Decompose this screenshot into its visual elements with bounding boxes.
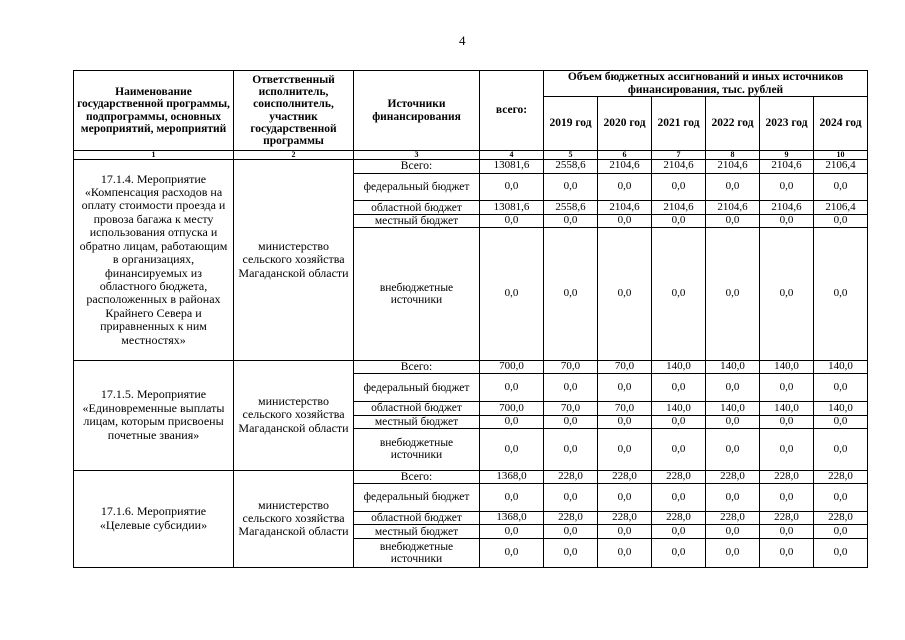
value-cell: 228,0 bbox=[760, 511, 814, 525]
value-cell: 140,0 bbox=[814, 402, 868, 416]
activity-name: 17.1.6. Мероприятие «Целевые субсидии» bbox=[74, 470, 234, 567]
value-cell: 228,0 bbox=[706, 470, 760, 484]
value-cell: 13081,6 bbox=[480, 160, 544, 174]
value-cell: 0,0 bbox=[814, 525, 868, 539]
activity-name: 17.1.4. Мероприятие «Компенсация расходов на оплату стоимости проезда и провоза багажа к месту использования отпуска и обратно лицам, работающим в организациях, финансируемых из областного бюджета, расположенных в районах Крайнего Севера и приравненных к ним местностях» bbox=[74, 160, 234, 361]
value-cell: 0,0 bbox=[480, 415, 544, 429]
value-cell: 228,0 bbox=[814, 470, 868, 484]
value-cell: 0,0 bbox=[814, 228, 868, 360]
value-cell: 228,0 bbox=[814, 511, 868, 525]
value-cell: 0,0 bbox=[706, 538, 760, 567]
value-cell: 0,0 bbox=[760, 214, 814, 228]
column-number: 8 bbox=[706, 151, 760, 160]
column-number: 3 bbox=[354, 151, 480, 160]
value-cell: 70,0 bbox=[544, 360, 598, 374]
value-cell: 2104,6 bbox=[706, 160, 760, 174]
value-cell: 140,0 bbox=[706, 360, 760, 374]
value-cell: 0,0 bbox=[544, 538, 598, 567]
value-cell: 2104,6 bbox=[652, 160, 706, 174]
value-cell: 0,0 bbox=[706, 429, 760, 470]
value-cell: 700,0 bbox=[480, 402, 544, 416]
header-year: 2022 год bbox=[706, 97, 760, 151]
table-row bbox=[74, 160, 868, 174]
value-cell: 2558,6 bbox=[544, 160, 598, 174]
value-cell: 140,0 bbox=[814, 360, 868, 374]
value-cell: 0,0 bbox=[652, 228, 706, 360]
source-label: внебюджетные источники bbox=[354, 228, 480, 360]
value-cell: 0,0 bbox=[544, 484, 598, 512]
source-label: Всего: bbox=[354, 470, 480, 484]
value-cell: 0,0 bbox=[706, 214, 760, 228]
source-label: областной бюджет bbox=[354, 511, 480, 525]
value-cell: 0,0 bbox=[814, 538, 868, 567]
value-cell: 228,0 bbox=[652, 511, 706, 525]
activity-name: 17.1.5. Мероприятие «Единовременные выплаты лицам, которым присвоены почетные звания» bbox=[74, 360, 234, 470]
value-cell: 0,0 bbox=[652, 173, 706, 201]
value-cell: 0,0 bbox=[598, 415, 652, 429]
value-cell: 0,0 bbox=[760, 374, 814, 402]
executor-name: министерство сельского хозяйства Магаданской области bbox=[234, 470, 354, 567]
value-cell: 228,0 bbox=[706, 511, 760, 525]
value-cell: 0,0 bbox=[544, 173, 598, 201]
executor-name: министерство сельского хозяйства Магаданской области bbox=[234, 160, 354, 361]
header-total: всего: bbox=[480, 71, 544, 151]
value-cell: 0,0 bbox=[814, 214, 868, 228]
value-cell: 0,0 bbox=[760, 538, 814, 567]
column-numbers-row bbox=[74, 151, 868, 160]
value-cell: 70,0 bbox=[598, 360, 652, 374]
header-year: 2019 год bbox=[544, 97, 598, 151]
header-volume: Объем бюджетных ассигнований и иных источников финансирования, тыс. рублей bbox=[544, 71, 868, 97]
value-cell: 0,0 bbox=[544, 214, 598, 228]
source-label: федеральный бюджет bbox=[354, 374, 480, 402]
value-cell: 0,0 bbox=[598, 173, 652, 201]
value-cell: 13081,6 bbox=[480, 201, 544, 215]
value-cell: 228,0 bbox=[760, 470, 814, 484]
column-number: 1 bbox=[74, 151, 234, 160]
value-cell: 0,0 bbox=[814, 415, 868, 429]
source-label: федеральный бюджет bbox=[354, 173, 480, 201]
value-cell: 0,0 bbox=[480, 525, 544, 539]
value-cell: 0,0 bbox=[480, 228, 544, 360]
column-number: 7 bbox=[652, 151, 706, 160]
value-cell: 0,0 bbox=[598, 538, 652, 567]
column-number: 4 bbox=[480, 151, 544, 160]
value-cell: 0,0 bbox=[760, 173, 814, 201]
value-cell: 0,0 bbox=[544, 374, 598, 402]
value-cell: 0,0 bbox=[598, 214, 652, 228]
value-cell: 0,0 bbox=[598, 374, 652, 402]
value-cell: 0,0 bbox=[480, 538, 544, 567]
value-cell: 0,0 bbox=[480, 374, 544, 402]
header-executor: Ответственный исполнитель, соисполнитель, участник государственной программы bbox=[234, 71, 354, 151]
value-cell: 0,0 bbox=[814, 173, 868, 201]
header-name: Наименование государственной программы, подпрограммы, основных мероприятий, мероприятий bbox=[74, 71, 234, 151]
value-cell: 1368,0 bbox=[480, 511, 544, 525]
value-cell: 70,0 bbox=[544, 402, 598, 416]
header-sources: Источники финансирования bbox=[354, 71, 480, 151]
value-cell: 228,0 bbox=[544, 470, 598, 484]
value-cell: 0,0 bbox=[706, 228, 760, 360]
column-number: 6 bbox=[598, 151, 652, 160]
value-cell: 2106,4 bbox=[814, 160, 868, 174]
value-cell: 1368,0 bbox=[480, 470, 544, 484]
source-label: внебюджетные источники bbox=[354, 538, 480, 567]
value-cell: 228,0 bbox=[544, 511, 598, 525]
source-label: местный бюджет bbox=[354, 415, 480, 429]
value-cell: 0,0 bbox=[814, 374, 868, 402]
value-cell: 70,0 bbox=[598, 402, 652, 416]
value-cell: 0,0 bbox=[706, 484, 760, 512]
value-cell: 0,0 bbox=[480, 214, 544, 228]
value-cell: 2104,6 bbox=[652, 201, 706, 215]
page-number: 4 bbox=[459, 33, 466, 48]
source-label: Всего: bbox=[354, 360, 480, 374]
value-cell: 0,0 bbox=[760, 415, 814, 429]
value-cell: 0,0 bbox=[706, 525, 760, 539]
value-cell: 0,0 bbox=[652, 525, 706, 539]
value-cell: 140,0 bbox=[652, 360, 706, 374]
executor-name: министерство сельского хозяйства Магаданской области bbox=[234, 360, 354, 470]
value-cell: 0,0 bbox=[760, 429, 814, 470]
value-cell: 0,0 bbox=[480, 173, 544, 201]
value-cell: 0,0 bbox=[598, 484, 652, 512]
column-number: 9 bbox=[760, 151, 814, 160]
header-year: 2024 год bbox=[814, 97, 868, 151]
source-label: федеральный бюджет bbox=[354, 484, 480, 512]
column-number: 10 bbox=[814, 151, 868, 160]
value-cell: 228,0 bbox=[598, 470, 652, 484]
value-cell: 0,0 bbox=[814, 484, 868, 512]
value-cell: 0,0 bbox=[598, 525, 652, 539]
value-cell: 0,0 bbox=[706, 415, 760, 429]
value-cell: 0,0 bbox=[544, 228, 598, 360]
budget-table bbox=[73, 70, 868, 568]
column-number: 2 bbox=[234, 151, 354, 160]
value-cell: 140,0 bbox=[652, 402, 706, 416]
source-label: областной бюджет bbox=[354, 402, 480, 416]
source-label: местный бюджет bbox=[354, 214, 480, 228]
source-label: внебюджетные источники bbox=[354, 429, 480, 470]
value-cell: 228,0 bbox=[598, 511, 652, 525]
value-cell: 0,0 bbox=[706, 173, 760, 201]
column-number: 5 bbox=[544, 151, 598, 160]
value-cell: 2104,6 bbox=[706, 201, 760, 215]
header-year: 2023 год bbox=[760, 97, 814, 151]
value-cell: 0,0 bbox=[652, 538, 706, 567]
value-cell: 140,0 bbox=[760, 402, 814, 416]
value-cell: 2106,4 bbox=[814, 201, 868, 215]
value-cell: 2104,6 bbox=[598, 201, 652, 215]
value-cell: 0,0 bbox=[760, 525, 814, 539]
value-cell: 0,0 bbox=[598, 429, 652, 470]
value-cell: 2558,6 bbox=[544, 201, 598, 215]
value-cell: 0,0 bbox=[544, 429, 598, 470]
value-cell: 0,0 bbox=[652, 374, 706, 402]
value-cell: 0,0 bbox=[706, 374, 760, 402]
header-year: 2021 год bbox=[652, 97, 706, 151]
value-cell: 0,0 bbox=[652, 214, 706, 228]
value-cell: 140,0 bbox=[706, 402, 760, 416]
value-cell: 0,0 bbox=[598, 228, 652, 360]
value-cell: 0,0 bbox=[652, 484, 706, 512]
value-cell: 228,0 bbox=[652, 470, 706, 484]
value-cell: 0,0 bbox=[480, 429, 544, 470]
value-cell: 0,0 bbox=[480, 484, 544, 512]
value-cell: 2104,6 bbox=[760, 201, 814, 215]
source-label: Всего: bbox=[354, 160, 480, 174]
value-cell: 2104,6 bbox=[760, 160, 814, 174]
value-cell: 0,0 bbox=[652, 415, 706, 429]
table-row bbox=[74, 360, 868, 374]
value-cell: 0,0 bbox=[652, 429, 706, 470]
source-label: областной бюджет bbox=[354, 201, 480, 215]
value-cell: 140,0 bbox=[760, 360, 814, 374]
value-cell: 2104,6 bbox=[598, 160, 652, 174]
value-cell: 0,0 bbox=[760, 484, 814, 512]
value-cell: 0,0 bbox=[814, 429, 868, 470]
value-cell: 0,0 bbox=[760, 228, 814, 360]
header-year: 2020 год bbox=[598, 97, 652, 151]
source-label: местный бюджет bbox=[354, 525, 480, 539]
table-row bbox=[74, 470, 868, 484]
value-cell: 700,0 bbox=[480, 360, 544, 374]
value-cell: 0,0 bbox=[544, 415, 598, 429]
value-cell: 0,0 bbox=[544, 525, 598, 539]
